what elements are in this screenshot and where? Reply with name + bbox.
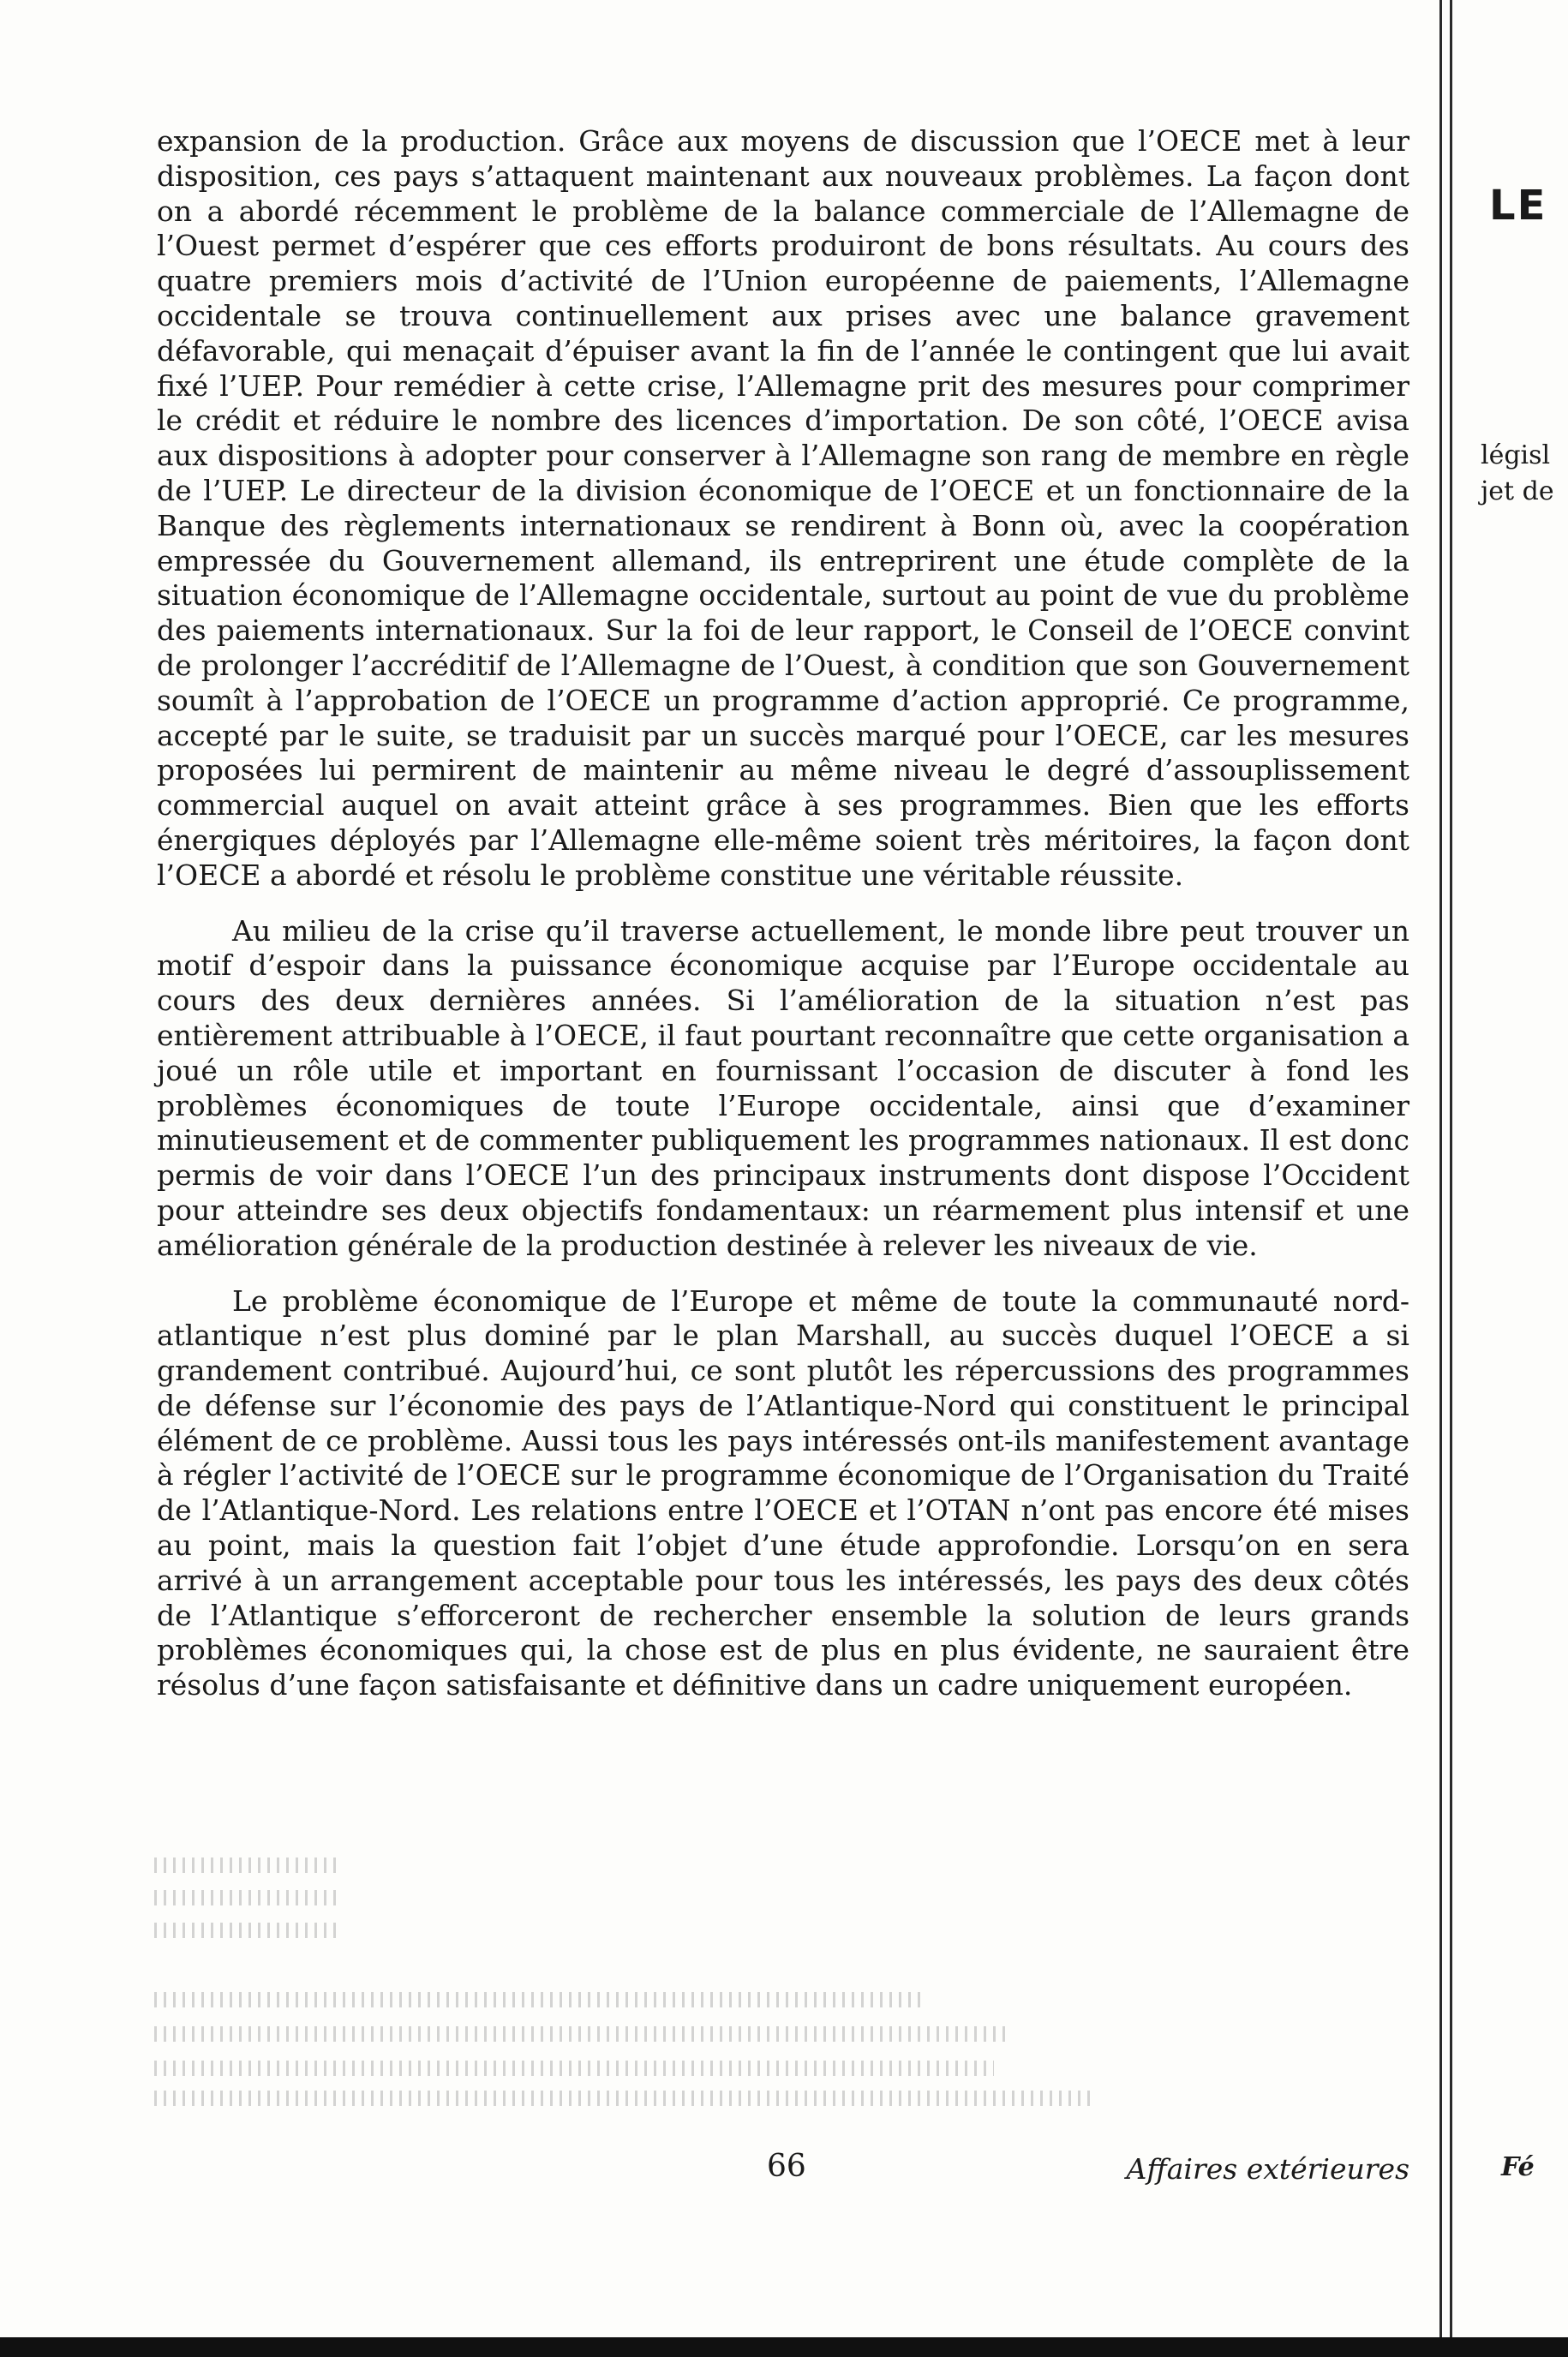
scan-artifact — [154, 1857, 343, 1873]
scan-artifact — [154, 1890, 343, 1905]
page-number: 66 — [767, 2149, 806, 2184]
page-footer — [157, 2149, 1409, 2192]
journal-name: Affaires extérieures — [1126, 2152, 1409, 2186]
scan-artifact — [154, 1992, 925, 2007]
article-body — [157, 124, 1409, 1724]
adjacent-text-line: législ — [1481, 440, 1551, 470]
scan-artifact — [154, 2026, 1011, 2042]
adjacent-heading: LE — [1489, 182, 1547, 230]
paragraph-3: Le problème économique de l’Europe et même de toute la communauté nord-atlantique n’est plus dominé par le plan Marshall, au succès duquel l’OECE a si grandement contribué. Aujourd’hui, ce sont plutôt les répercussions des programmes de défense sur l’économie des pays de l’Atlantique-Nord qui constituent le principal élément de ce problème. Aussi tous les pays intéressés ont-ils manifestement avantage à régler l’activité de l’OECE sur le programme économique de l’Organisation du Traité de l’Atlantique-Nord. Les relations entre l’OECE et l’OTAN n’ont pas encore été mises au point, mais la question fait l’objet d’une étude approfondie. Lorsqu’on en sera arrivé à un arrangement acceptable pour tous les intéressés, les pays des deux côtés de l’Atlantique s’efforceront de rechercher ensemble la solution de leurs grands problèmes économiques qui, la chose est de plus en plus évidente, ne sauraient être résolus d’une façon satisfaisante et définitive dans un cadre uniquement européen. — [157, 1283, 1409, 1702]
page-divider-line — [1439, 0, 1442, 2357]
scan-bottom-edge — [0, 2337, 1568, 2357]
scan-artifact — [154, 1923, 343, 1938]
adjacent-page-fragment — [1457, 0, 1568, 2357]
paragraph-2: Au milieu de la crise qu’il traverse actuellement, le monde libre peut trouver un motif d’espoir dans la puissance économique acquise par l’Europe occidentale au cours des deux dernières années. Si l’amélioration de la situation n’est pas entièrement attribuable à l’OECE, il faut pourtant reconnaître que cette organisation a joué un rôle utile et important en fournissant l’occasion de discuter à fond les problèmes économiques de toute l’Europe occidentale, ainsi que d’examiner minutieusement et de commenter publiquement les programmes nationaux. Il est donc permis de voir dans l’OECE l’un des principaux instruments dont dispose l’Occident pour atteindre ses deux objectifs fondamentaux: un réarmement plus intensif et une amélioration générale de la production destinée à relever les niveaux de vie. — [157, 913, 1409, 1262]
adjacent-text-line: jet de — [1481, 476, 1554, 506]
page-divider-line — [1450, 0, 1452, 2357]
paragraph-1: expansion de la production. Grâce aux moyens de discussion que l’OECE met à leur disposition, ces pays s’attaquent maintenant aux nouveaux problèmes. La façon dont on a abordé récemment le problème de la balance commerciale de l’Allemagne de l’Ouest permet d’espérer que ces efforts produiront de bons résultats. Au cours des quatre premiers mois d’activité de l’Union européenne de paiements, l’Allemagne occidentale se trouva continuellement aux prises avec une balance gravement défavorable, qui menaçait d’épuiser avant la fin de l’année le contingent que lui avait fixé l’UEP. Pour remédier à cette crise, l’Allemagne prit des mesures pour comprimer le crédit et réduire le nombre des licences d’importation. De son côté, l’OECE avisa aux dispositions à adopter pour conserver à l’Allemagne son rang de membre en règle de l’UEP. Le directeur de la division économique de l’OECE et un fonctionnaire de la Banque des règlements internationaux se rendirent à Bonn où, avec la coopération empressée du Gouvernement allemand, ils entreprirent une étude complète de la situation économique de l’Allemagne occidentale, surtout au point de vue du problème des paiements internationaux. Sur la foi de leur rapport, le Conseil de l’OECE convint de prolonger l’accréditif de l’Allemagne de l’Ouest, à condition que son Gouvernement soumît à l’approbation de l’OECE un programme d’action approprié. Ce programme, accepté par le suite, se traduisit par un succès marqué pour l’OECE, car les mesures proposées lui permirent de maintenir au même niveau le degré d’assouplissement commercial auquel on avait atteint grâce à ses programmes. Bien que les efforts énergiques déployés par l’Allemagne elle-même soient très méritoires, la façon dont l’OECE a abordé et résolu le problème constitue une véritable réussite. — [157, 124, 1409, 892]
scan-artifact — [154, 2091, 1097, 2106]
adjacent-footer: Fé — [1501, 2152, 1535, 2182]
scan-artifact — [154, 2061, 994, 2076]
